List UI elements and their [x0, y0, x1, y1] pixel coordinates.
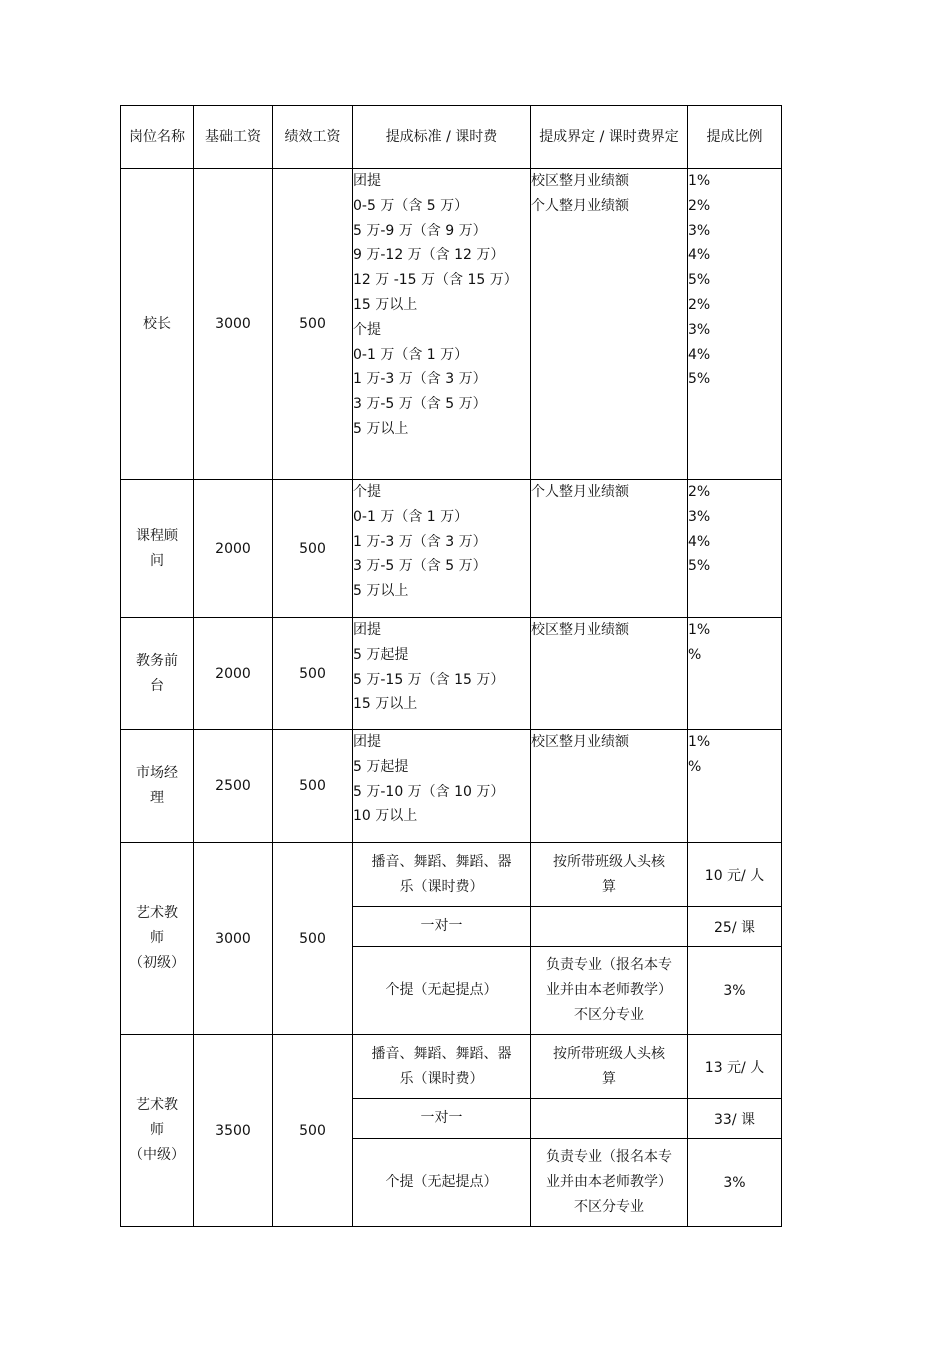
- cell-line: 4%: [688, 346, 711, 363]
- base-salary-cell: [194, 169, 273, 480]
- commission-standard-cell: [353, 618, 531, 730]
- cell-line: 个提: [353, 321, 381, 338]
- table-row: [121, 1035, 782, 1099]
- cell-line: 3 万-5 万（含 5 万）: [353, 396, 487, 413]
- commission-ratio-cell: [688, 907, 782, 947]
- performance-salary-cell: [273, 843, 353, 1035]
- cell-line: 5%: [688, 558, 711, 575]
- cell-text: 3500: [215, 1122, 251, 1139]
- cell-line: 个人整月业绩额: [531, 197, 629, 214]
- commission-ratio-cell: [688, 618, 782, 730]
- base-salary-cell: [194, 1035, 273, 1227]
- performance-salary-cell: [273, 480, 353, 618]
- cell-line: 校区整月业绩额: [531, 734, 629, 750]
- commission-standard-cell: [353, 730, 531, 843]
- table-row: [121, 843, 782, 907]
- cell-line: 台: [150, 677, 164, 694]
- commission-ratio-cell: [688, 730, 782, 843]
- cell-line: 负责专业（报名本专: [546, 957, 672, 973]
- cell-line: 12 万 -15 万（含 15 万）: [353, 272, 518, 289]
- cell-line: 市场经: [136, 765, 178, 781]
- position-cell: [121, 618, 194, 730]
- header-commission-ratio: 提成比例: [688, 106, 782, 169]
- cell-line: 15 万以上: [353, 696, 418, 713]
- cell-line: 个提: [353, 484, 381, 500]
- cell-line: 师: [150, 930, 164, 946]
- commission-scope-cell: [531, 618, 688, 730]
- header-performance-salary: 绩效工资: [273, 106, 353, 169]
- base-salary-cell: [194, 843, 273, 1035]
- cell-line: 教务前: [136, 652, 178, 669]
- cell-line: 1%: [688, 622, 711, 638]
- cell-line: 个人整月业绩额: [531, 484, 629, 500]
- cell-line: 按所带班级人头核: [553, 1045, 665, 1062]
- cell-line: 乐（课时费）: [399, 1070, 484, 1087]
- cell-text: 3000: [215, 930, 251, 947]
- commission-standard-cell: [353, 1139, 531, 1227]
- performance-salary-cell: [273, 1035, 353, 1227]
- cell-line: %: [688, 646, 702, 663]
- cell-line: 2%: [688, 197, 711, 214]
- cell-line: 3%: [688, 321, 711, 338]
- cell-line: 0-5 万（含 5 万）: [353, 197, 469, 214]
- cell-line: 按所带班级人头核: [553, 853, 665, 870]
- cell-line: 理: [150, 790, 164, 806]
- commission-ratio-cell: [688, 843, 782, 907]
- cell-line: 5%: [688, 371, 711, 388]
- cell-line: 不区分专业: [574, 1007, 644, 1023]
- commission-scope-cell: [531, 480, 688, 618]
- cell-line: 5%: [688, 272, 711, 289]
- header-base-salary: 基础工资: [194, 106, 273, 169]
- commission-scope-cell: [531, 169, 688, 480]
- cell-line: 团提: [353, 173, 381, 189]
- header-commission-standard: 提成标准 / 课时费: [353, 106, 531, 169]
- cell-text: 500: [299, 316, 326, 332]
- cell-line: 5 万起提: [353, 758, 409, 775]
- cell-text: 10 元/ 人: [704, 867, 765, 884]
- commission-scope-cell: [531, 907, 688, 947]
- cell-line: 1 万-3 万（含 3 万）: [353, 533, 487, 550]
- commission-scope-cell: [531, 1035, 688, 1099]
- cell-line: 1%: [688, 734, 711, 750]
- cell-line: 团提: [353, 622, 381, 638]
- cell-line: 问: [150, 552, 164, 569]
- cell-line: 5 万以上: [353, 583, 409, 600]
- cell-line: 个提（无起提点）: [385, 1174, 498, 1190]
- cell-line: 9 万-12 万（含 12 万）: [353, 247, 505, 264]
- cell-line: 2%: [688, 296, 711, 313]
- commission-ratio-cell: [688, 1139, 782, 1227]
- table-row: [121, 618, 782, 730]
- base-salary-cell: [194, 730, 273, 843]
- cell-line: 1 万-3 万（含 3 万）: [353, 371, 487, 388]
- cell-line: 业并由本老师教学）: [546, 1174, 672, 1190]
- position-cell: [121, 843, 194, 1035]
- position-cell: [121, 480, 194, 618]
- table-row: [121, 730, 782, 843]
- cell-line: 一对一: [420, 918, 463, 934]
- position-cell: [121, 169, 194, 480]
- performance-salary-cell: [273, 618, 353, 730]
- cell-line: 师: [150, 1122, 164, 1138]
- cell-text: 25/ 课: [714, 919, 755, 936]
- table-row: [121, 480, 782, 618]
- cell-line: 个提（无起提点）: [385, 982, 498, 998]
- cell-line: 10 万以上: [353, 808, 418, 825]
- commission-standard-cell: [353, 843, 531, 907]
- commission-ratio-cell: [688, 947, 782, 1035]
- cell-line: 团提: [353, 734, 381, 750]
- cell-text: 3%: [723, 982, 746, 999]
- cell-line: 校区整月业绩额: [531, 622, 629, 638]
- cell-text: 2000: [215, 540, 251, 557]
- cell-text: 3000: [215, 316, 251, 332]
- cell-line: 校长: [143, 315, 171, 332]
- header-commission-scope: 提成界定 / 课时费界定: [531, 106, 688, 169]
- cell-text: 500: [299, 540, 326, 557]
- cell-line: 0-1 万（含 1 万）: [353, 508, 469, 525]
- cell-line: 负责专业（报名本专: [546, 1149, 672, 1165]
- base-salary-cell: [194, 480, 273, 618]
- cell-line: 3 万-5 万（含 5 万）: [353, 558, 487, 575]
- commission-ratio-cell: [688, 1099, 782, 1139]
- performance-salary-cell: [273, 169, 353, 480]
- cell-line: 算: [602, 1070, 616, 1087]
- cell-line: 4%: [688, 247, 711, 264]
- cell-line: （初级）: [129, 955, 185, 971]
- cell-line: 5 万-15 万（含 15 万）: [353, 671, 505, 688]
- cell-line: 乐（课时费）: [399, 878, 484, 895]
- cell-line: 4%: [688, 533, 711, 550]
- commission-scope-cell: [531, 843, 688, 907]
- cell-line: 艺术教: [136, 905, 178, 921]
- cell-line: 校区整月业绩额: [531, 173, 629, 189]
- cell-line: 业并由本老师教学）: [546, 982, 672, 998]
- commission-ratio-cell: [688, 480, 782, 618]
- cell-line: 播音、舞蹈、舞蹈、器: [371, 1045, 512, 1062]
- cell-line: 3%: [688, 222, 711, 239]
- cell-text: 500: [299, 665, 326, 682]
- cell-line: 5 万-10 万（含 10 万）: [353, 783, 505, 800]
- commission-ratio-cell: [688, 169, 782, 480]
- commission-standard-cell: [353, 169, 531, 480]
- cell-text: 13 元/ 人: [704, 1059, 765, 1076]
- cell-line: 1%: [688, 173, 711, 189]
- commission-standard-cell: [353, 480, 531, 618]
- cell-line: 5 万-9 万（含 9 万）: [353, 222, 487, 239]
- commission-standard-cell: [353, 1035, 531, 1099]
- performance-salary-cell: [273, 730, 353, 843]
- position-cell: [121, 1035, 194, 1227]
- cell-line: 播音、舞蹈、舞蹈、器: [371, 853, 512, 870]
- cell-line: %: [688, 758, 702, 775]
- cell-line: 2%: [688, 484, 711, 500]
- cell-line: 艺术教: [136, 1097, 178, 1113]
- cell-text: 2000: [215, 665, 251, 682]
- commission-scope-cell: [531, 1099, 688, 1139]
- cell-line: 算: [602, 878, 616, 895]
- commission-scope-cell: [531, 947, 688, 1035]
- commission-standard-cell: [353, 907, 531, 947]
- commission-standard-cell: [353, 947, 531, 1035]
- commission-standard-cell: [353, 1099, 531, 1139]
- cell-text: 500: [299, 778, 326, 794]
- salary-table: [120, 105, 782, 1227]
- position-cell: [121, 730, 194, 843]
- header-row: [121, 106, 782, 169]
- cell-line: 不区分专业: [574, 1199, 644, 1215]
- base-salary-cell: [194, 618, 273, 730]
- cell-line: 5 万起提: [353, 646, 409, 663]
- cell-text: 3%: [723, 1174, 746, 1191]
- header-position: 岗位名称: [121, 106, 194, 169]
- cell-line: 3%: [688, 508, 711, 525]
- cell-line: 5 万以上: [353, 420, 409, 437]
- commission-scope-cell: [531, 1139, 688, 1227]
- cell-line: （中级）: [129, 1147, 185, 1163]
- cell-text: 2500: [215, 778, 251, 794]
- commission-scope-cell: [531, 730, 688, 843]
- cell-text: 500: [299, 1122, 326, 1139]
- cell-line: 0-1 万（含 1 万）: [353, 346, 469, 363]
- cell-text: 33/ 课: [714, 1111, 755, 1128]
- cell-text: 500: [299, 930, 326, 947]
- cell-line: 课程顾: [136, 527, 178, 544]
- cell-line: 15 万以上: [353, 296, 418, 313]
- table-row: [121, 169, 782, 480]
- cell-line: 一对一: [420, 1110, 463, 1126]
- commission-ratio-cell: [688, 1035, 782, 1099]
